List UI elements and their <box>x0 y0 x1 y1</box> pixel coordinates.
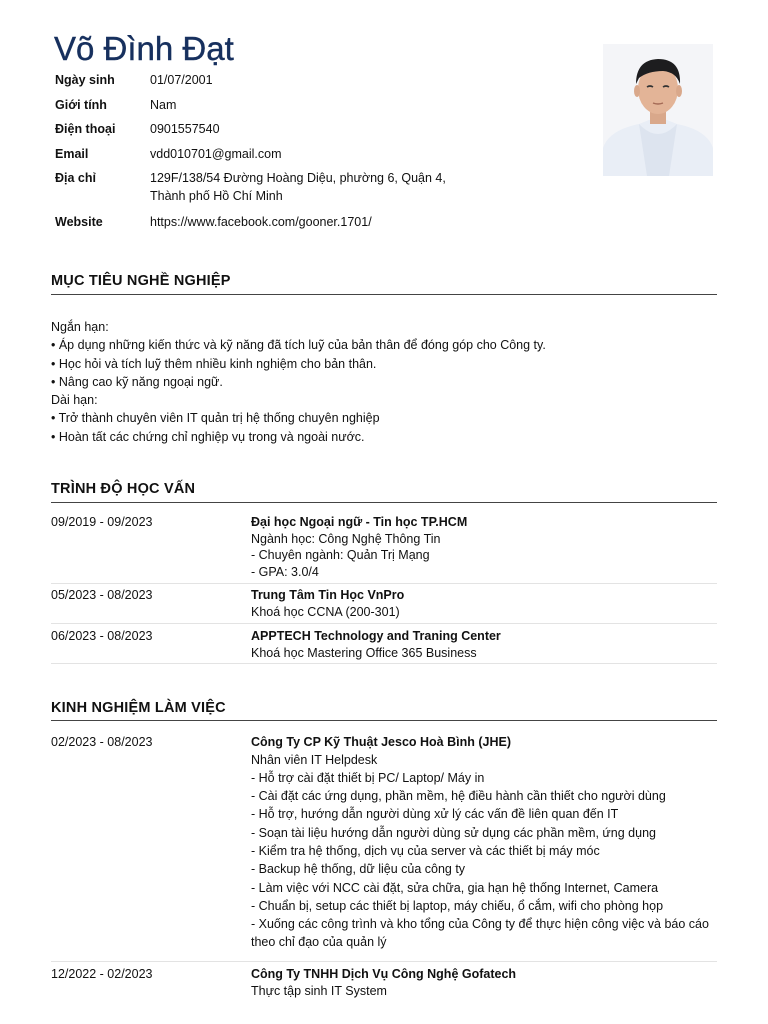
section-title-objective: MỤC TIÊU NGHỀ NGHIỆP <box>51 273 231 289</box>
entry-line: - Làm việc với NCC cài đặt, sửa chữa, gia hạn hệ thống Internet, Camera <box>251 880 659 895</box>
portrait-image <box>603 44 713 176</box>
entry-title: Trung Tâm Tin Học VnPro <box>251 588 405 602</box>
entry-body <box>251 734 717 952</box>
entry-line: - Chuyên ngành: Quản Trị Mạng <box>251 548 430 562</box>
entry-date: 06/2023 - 08/2023 <box>51 629 153 643</box>
section-title-education: TRÌNH ĐỘ HỌC VẤN <box>51 481 196 497</box>
objective-line: • Trở thành chuyên viên IT quản trị hệ thống chuyên nghiệp <box>51 411 380 426</box>
entry-divider <box>51 663 717 664</box>
info-row-email <box>55 145 515 163</box>
info-label: Ngày sinh <box>55 73 115 87</box>
info-value: Nam <box>150 97 177 112</box>
entry-date: 05/2023 - 08/2023 <box>51 588 153 602</box>
objective-text <box>51 318 546 446</box>
info-row-birthdate <box>55 71 515 89</box>
objective-line: • Hoàn tất các chứng chỉ nghiệp vụ trong và ngoài nước. <box>51 429 365 444</box>
info-value <box>150 169 515 205</box>
entry-date: 12/2022 - 02/2023 <box>51 967 153 981</box>
entry-title: Công Ty TNHH Dịch Vụ Công Nghệ Gofatech <box>251 967 517 981</box>
profile-photo <box>603 44 713 176</box>
entry-date: 09/2019 - 09/2023 <box>51 515 153 529</box>
entry-line: Ngành học: Công Nghệ Thông Tin <box>251 531 441 546</box>
info-label: Website <box>55 215 103 229</box>
entry-line: - Kiểm tra hệ thống, dịch vụ của server và các thiết bị máy móc <box>251 843 600 858</box>
entry-body <box>251 628 717 661</box>
info-label: Điện thoại <box>55 122 116 136</box>
info-row-phone <box>55 120 515 138</box>
info-row-address <box>55 169 515 205</box>
info-row-website <box>55 213 515 231</box>
entry-line: - GPA: 3.0/4 <box>251 564 319 579</box>
entry-line: - Cài đặt các ứng dụng, phần mềm, hệ điều hành cần thiết cho người dùng <box>251 789 666 804</box>
info-label: Địa chỉ <box>55 171 96 185</box>
email-link[interactable]: vdd010701@gmail.com <box>150 146 282 161</box>
section-divider <box>51 720 717 721</box>
entry-line: - Hỗ trợ cài đặt thiết bị PC/ Laptop/ Máy in <box>251 770 485 785</box>
entry-divider <box>51 623 717 624</box>
objective-line: Dài hạn: <box>51 393 98 408</box>
objective-line: Ngắn hạn: <box>51 320 109 334</box>
entry-line: Nhân viên IT Helpdesk <box>251 752 378 767</box>
entry-line: Khoá học Mastering Office 365 Business <box>251 645 477 660</box>
entry-line: - Backup hệ thống, dữ liệu của công ty <box>251 862 466 877</box>
entry-divider <box>51 583 717 584</box>
personal-info <box>55 71 515 238</box>
entry-title: Công Ty CP Kỹ Thuật Jesco Hoà Bình (JHE) <box>251 735 511 749</box>
objective-line: • Áp dụng những kiến thức và kỹ năng đã tích luỹ của bản thân để đóng góp cho Công ty. <box>51 338 546 353</box>
address-line-1: 129F/138/54 Đường Hoàng Diệu, phường 6, Quận 4, <box>150 171 446 185</box>
info-label: Giới tính <box>55 97 107 112</box>
candidate-name: Võ Đình Đạt <box>54 30 234 67</box>
entry-line: Khoá học CCNA (200-301) <box>251 604 400 619</box>
entry-line: - Soạn tài liệu hướng dẫn người dùng sử dụng các phần mềm, ứng dụng <box>251 825 656 840</box>
entry-line: - Hỗ trợ, hướng dẫn người dùng xử lý các vấn đề liên quan đến IT <box>251 807 619 822</box>
entry-body <box>251 966 717 999</box>
address-line-2: Thành phố Hồ Chí Minh <box>150 189 283 203</box>
section-title-experience: KINH NGHIỆM LÀM VIỆC <box>51 700 226 716</box>
info-value: 01/07/2001 <box>150 73 213 87</box>
entry-title: APPTECH Technology and Traning Center <box>251 629 501 643</box>
entry-divider <box>51 961 717 962</box>
entry-line: Thực tập sinh IT System <box>251 983 387 998</box>
info-value: 0901557540 <box>150 122 220 136</box>
objective-line: • Nâng cao kỹ năng ngoại ngữ. <box>51 374 223 389</box>
section-divider <box>51 294 717 295</box>
info-row-gender <box>55 96 515 114</box>
entry-title: Đại học Ngoại ngữ - Tin học TP.HCM <box>251 515 468 529</box>
objective-line: • Học hỏi và tích luỹ thêm nhiều kinh nghiệm cho bản thân. <box>51 356 377 371</box>
entry-date: 02/2023 - 08/2023 <box>51 735 153 749</box>
section-divider <box>51 502 717 503</box>
entry-body <box>251 514 717 580</box>
entry-line: - Chuẩn bị, setup các thiết bị laptop, máy chiếu, ổ cắm, wifi cho phòng họp <box>251 898 664 913</box>
website-link[interactable]: https://www.facebook.com/gooner.1701/ <box>150 215 372 229</box>
entry-body <box>251 587 717 620</box>
info-label: Email <box>55 146 89 161</box>
entry-line: theo chỉ đạo của quản lý <box>251 935 387 950</box>
entry-line: - Xuống các công trình và kho tổng của Công ty để thực hiện công việc và báo cáo <box>251 917 709 932</box>
